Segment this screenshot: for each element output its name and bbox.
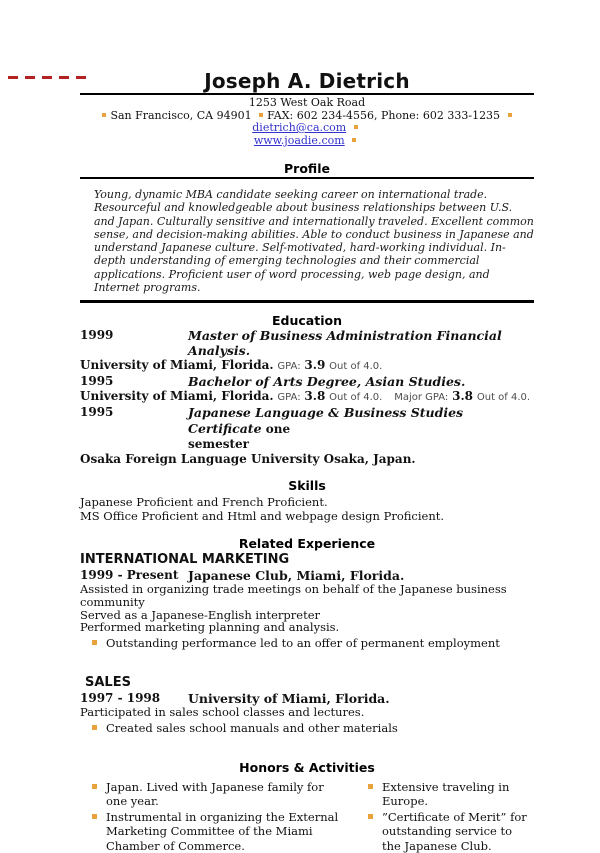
job-organization: Japanese Club, Miami, Florida. xyxy=(188,568,405,584)
trim-dashes-decoration xyxy=(8,76,86,79)
honors-right-column xyxy=(356,779,534,853)
edu-school-line xyxy=(80,389,534,405)
list-item xyxy=(92,810,342,853)
skills-line: MS Office Proficient and Html and webpage design Proficient. xyxy=(80,509,445,524)
trim-dash-icon xyxy=(42,76,52,79)
edu-school: University of Miami, Florida. xyxy=(80,389,274,404)
bullet-icon xyxy=(92,640,97,645)
gpa-label: GPA: xyxy=(277,392,301,404)
edu-year: 1999 xyxy=(80,328,114,343)
bullet-icon xyxy=(92,725,97,730)
edu-degree-wrap: semester xyxy=(188,437,249,452)
job-period: 1997 - 1998 xyxy=(80,691,161,706)
email-link[interactable]: dietrich@ca.com xyxy=(252,121,347,134)
street-address: 1253 West Oak Road xyxy=(248,96,366,109)
profile-text: Young, dynamic MBA candidate seeking career on international trade. Resourceful and knowledgeable about business relationships between U.S. and Japan. Culturally sensitive and internationally traveled. Excellent common sense, and decision-making abilities. Able to conduct business in Japanese and understand Japanese culture. Self-motivated, hard-working individual. In-depth understanding of emerging technologies and their commercial applications. Proficient user of word processing, web page design, and Internet programs. xyxy=(94,188,534,295)
bullet-icon xyxy=(102,113,106,117)
job-duty: Participated in sales school classes and lectures. xyxy=(80,705,365,720)
honor-text: ”Certificate of Merit” for outstanding service to the Japanese Club. xyxy=(382,809,527,853)
gpa-value: 3.8 xyxy=(304,389,326,404)
document-body xyxy=(80,70,534,853)
gpa-outof: Out of 4.0. xyxy=(329,392,383,404)
trim-dash-icon xyxy=(8,76,18,79)
honor-text: Japan. Lived with Japanese family for one year. xyxy=(106,779,324,809)
edu-year: 1995 xyxy=(80,374,114,389)
bullet-icon xyxy=(368,814,373,819)
section-divider xyxy=(80,300,534,303)
skills-heading: Skills xyxy=(288,478,326,494)
bullet-icon xyxy=(354,125,358,129)
edu-degree: Master of Business Administration Financial Analysis. xyxy=(188,328,502,359)
bullet-icon xyxy=(92,814,97,819)
bullet-icon xyxy=(352,138,356,142)
job-category: SALES xyxy=(85,675,131,691)
edu-degree-suffix: one xyxy=(261,422,291,437)
skills-line: Japanese Proficient and French Proficient. xyxy=(80,495,328,510)
website-line xyxy=(80,135,534,148)
header xyxy=(80,70,534,95)
edu-school: University of Miami, Florida. xyxy=(80,358,274,373)
job-highlight xyxy=(92,721,534,735)
list-item xyxy=(368,780,534,809)
honors-left-column xyxy=(80,779,342,853)
honors-columns xyxy=(80,779,534,853)
job-duty: Performed marketing planning and analysis. xyxy=(80,620,340,635)
contact-line xyxy=(80,110,534,135)
edu-degree: Japanese Language & Business Studies Certificate xyxy=(188,405,464,437)
resume-page xyxy=(0,69,600,853)
job-period-row xyxy=(80,568,534,583)
experience-heading: Related Experience xyxy=(238,536,376,552)
major-gpa-label: Major GPA: xyxy=(394,392,449,404)
bullet-icon xyxy=(368,784,373,789)
education-entry xyxy=(80,374,534,389)
education-section xyxy=(80,328,534,467)
profile-heading: Profile xyxy=(80,162,534,179)
gpa-outof: Out of 4.0. xyxy=(329,361,383,373)
edu-degree-line xyxy=(188,405,534,437)
edu-degree: Bachelor of Arts Degree, Asian Studies. xyxy=(188,374,466,390)
job-highlight xyxy=(92,636,534,650)
bullet-icon xyxy=(508,113,512,117)
major-gpa-outof: Out of 4.0. xyxy=(476,392,531,404)
trim-dash-icon xyxy=(59,76,69,79)
honor-text: Extensive traveling in Europe. xyxy=(382,779,510,809)
edu-year-spacer xyxy=(80,437,188,452)
education-entry xyxy=(80,405,534,437)
edu-school-line xyxy=(80,358,534,374)
major-gpa-value: 3.8 xyxy=(452,389,474,404)
job-highlight-text: Created sales school manuals and other materials xyxy=(106,720,398,735)
bullet-icon xyxy=(92,784,97,789)
website-link[interactable]: www.joadie.com xyxy=(253,133,345,147)
phone-fax-text: FAX: 602 234-4556, Phone: 602 333-1235 xyxy=(267,108,501,122)
bullet-icon xyxy=(259,113,263,117)
job-period: 1999 - Present xyxy=(80,568,179,583)
education-heading: Education xyxy=(272,313,342,329)
list-item xyxy=(92,780,342,809)
job-period-row xyxy=(80,691,534,706)
job-organization: University of Miami, Florida. xyxy=(188,691,390,707)
job-highlight-text: Outstanding performance led to an offer of permanent employment xyxy=(106,636,500,651)
city-text: San Francisco, CA 94901 xyxy=(110,108,252,122)
person-name: Joseph A. Dietrich xyxy=(204,69,410,93)
honors-heading: Honors & Activities xyxy=(239,759,375,775)
gpa-label: GPA: xyxy=(277,361,301,373)
job-duty: Assisted in organizing trade meetings on behalf of the Japanese business community xyxy=(80,582,507,610)
education-entry-wrap xyxy=(80,437,534,452)
gpa-value: 3.9 xyxy=(304,358,326,373)
trim-dash-icon xyxy=(25,76,35,79)
honor-text: Instrumental in organizing the External Marketing Committee of the Miami Chamber of Commerce. xyxy=(106,809,339,853)
education-entry xyxy=(80,328,534,358)
edu-school: Osaka Foreign Language University Osaka, Japan. xyxy=(80,452,416,467)
trim-dash-icon xyxy=(76,76,86,79)
job-duty: Served as a Japanese-English interpreter xyxy=(80,607,320,622)
edu-year: 1995 xyxy=(80,405,114,420)
job-category: INTERNATIONAL MARKETING xyxy=(80,552,290,568)
list-item xyxy=(368,810,534,853)
